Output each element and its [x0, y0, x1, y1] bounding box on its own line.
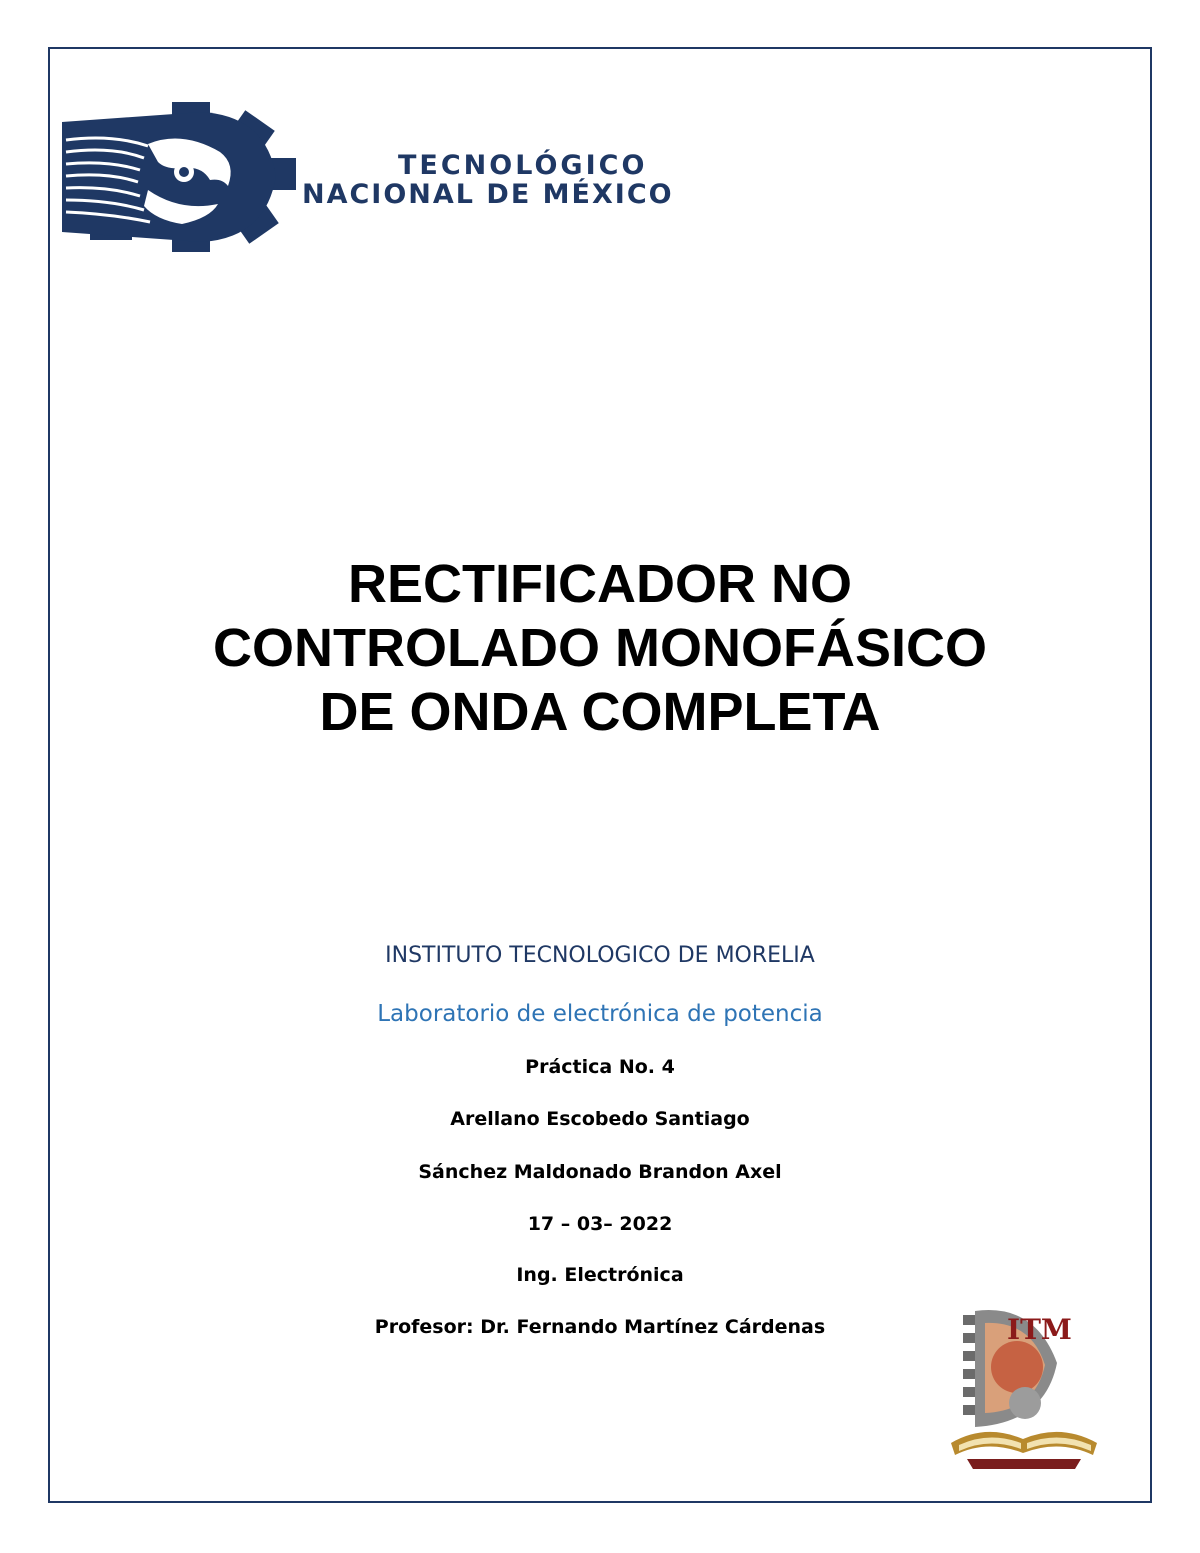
student-name-2: Sánchez Maldonado Brandon Axel — [418, 1161, 782, 1183]
itm-letters: ITM — [1007, 1313, 1072, 1346]
title-line-3: DE ONDA COMPLETA — [319, 682, 881, 742]
student-name-1: Arellano Escobedo Santiago — [450, 1108, 750, 1130]
date: 17 – 03– 2022 — [527, 1213, 673, 1235]
tecnm-wordmark — [302, 152, 674, 208]
wordmark-line-1: TECNOLÓGICO — [398, 150, 648, 181]
wordmark-line-2: NACIONAL DE MÉXICO — [302, 179, 674, 210]
institute-name: INSTITUTO TECNOLOGICO DE MORELIA — [385, 943, 815, 968]
lab-name: Laboratorio de electrónica de potencia — [377, 1001, 823, 1027]
document-title — [100, 552, 1100, 744]
practice-number: Práctica No. 4 — [525, 1056, 675, 1078]
professor: Profesor: Dr. Fernando Martínez Cárdenas — [374, 1316, 826, 1338]
title-line-1: RECTIFICADOR NO — [348, 554, 852, 614]
itm-emblem-icon — [945, 1303, 1105, 1475]
career: Ing. Electrónica — [516, 1264, 684, 1286]
title-line-2: CONTROLADO MONOFÁSICO — [213, 618, 987, 678]
